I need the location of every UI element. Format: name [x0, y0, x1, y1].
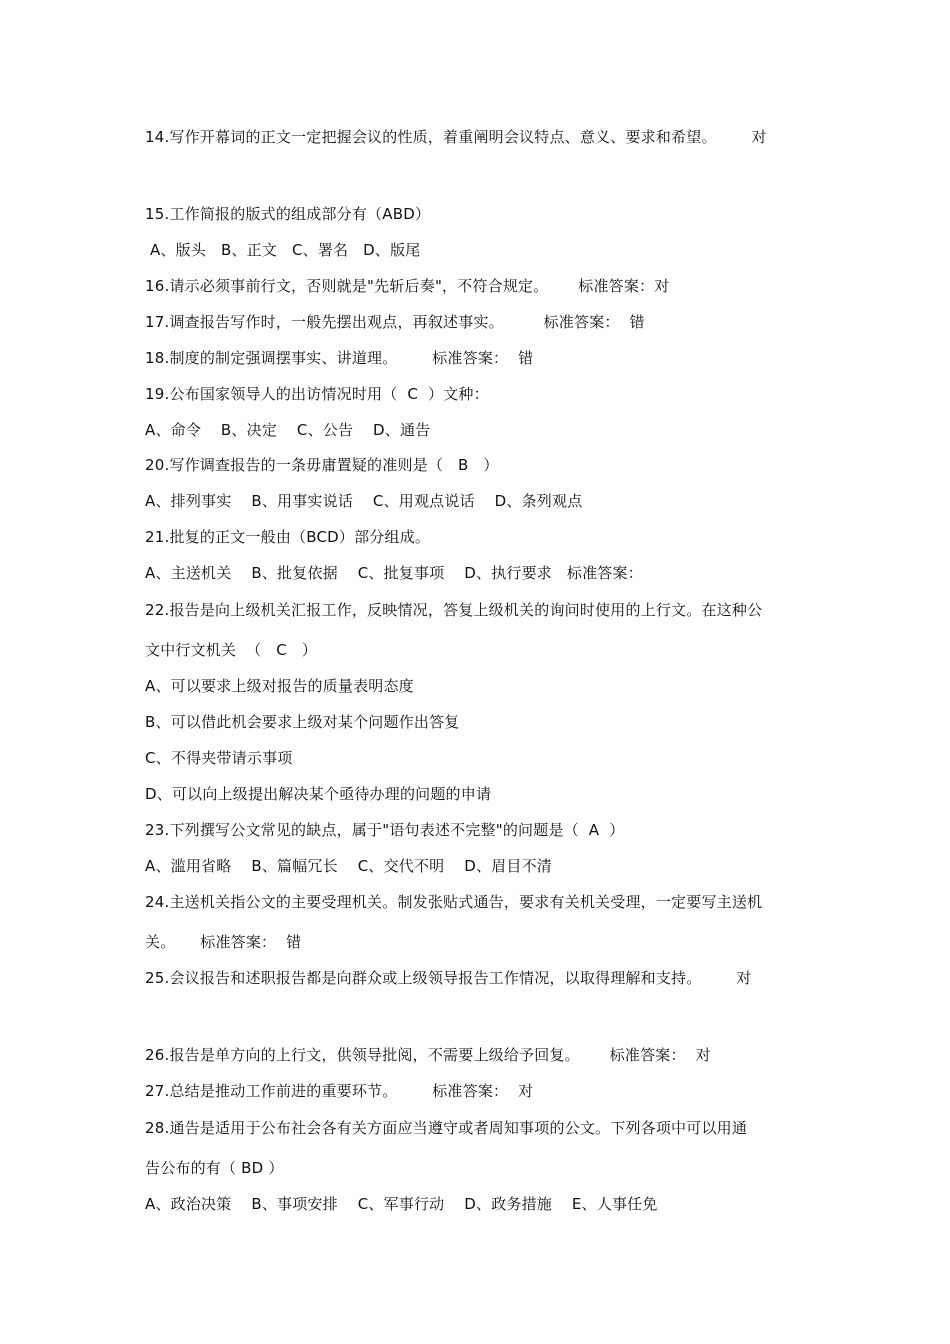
question-19: 19.公布国家领导人的出访情况时用（ C ）文种：: [145, 385, 489, 403]
question-22-option-b: B、可以借此机会要求上级对某个问题作出答复: [145, 713, 460, 731]
question-23-options: A、滥用省略 B、篇幅冗长 C、交代不明 D、眉目不清: [145, 857, 552, 875]
question-15-options: A、版头 B、正文 C、署名 D、版尾: [150, 241, 421, 259]
question-23: 23.下列撰写公文常见的缺点，属于"语句表述不完整"的问题是（ A ）: [145, 821, 625, 839]
question-20-options: A、排列事实 B、用事实说话 C、用观点说话 D、条列观点: [145, 492, 583, 510]
question-25: 25.会议报告和述职报告都是向群众或上级领导报告工作情况，以取得理解和支持。 对: [145, 969, 752, 987]
question-22-cont: 文中行文机关 （ C ）: [145, 641, 318, 659]
question-19-options: A、命令 B、决定 C、公告 D、通告: [145, 421, 431, 439]
question-28-cont: 告公布的有（ BD ）: [145, 1159, 284, 1177]
question-24: 24.主送机关指公文的主要受理机关。制发张贴式通告，要求有关机关受理，一定要写主送机: [145, 893, 763, 911]
question-15: 15.工作简报的版式的组成部分有（ABD）: [145, 205, 431, 223]
question-26: 26.报告是单方向的上行文，供领导批阅，不需要上级给予回复。 标准答案： 对: [145, 1046, 711, 1064]
question-22: 22.报告是向上级机关汇报工作，反映情况，答复上级机关的询问时使用的上行文。在这种公: [145, 601, 763, 619]
question-28-options: A、政治决策 B、事项安排 C、军事行动 D、政务措施 E、人事任免: [145, 1195, 658, 1213]
question-17: 17.调查报告写作时，一般先摆出观点，再叙述事实。 标准答案： 错: [145, 313, 645, 331]
question-22-option-c: C、不得夹带请示事项: [145, 749, 293, 767]
question-22-option-a: A、可以要求上级对报告的质量表明态度: [145, 677, 414, 695]
question-28: 28.通告是适用于公布社会各有关方面应当遵守或者周知事项的公文。下列各项中可以用通: [145, 1119, 748, 1137]
question-16: 16.请示必须事前行文，否则就是"先斩后奏"，不符合规定。 标准答案：对: [145, 277, 670, 295]
question-18: 18.制度的制定强调摆事实、讲道理。 标准答案： 错: [145, 349, 534, 367]
question-22-option-d: D、可以向上级提出解决某个亟待办理的问题的申请: [145, 785, 492, 803]
question-24-cont: 关。 标准答案： 错: [145, 933, 302, 951]
question-27: 27.总结是推动工作前进的重要环节。 标准答案： 对: [145, 1082, 534, 1100]
question-20: 20.写作调查报告的一条毋庸置疑的准则是（ B ）: [145, 456, 499, 474]
question-21-options: A、主送机关 B、批复依据 C、批复事项 D、执行要求 标准答案：: [145, 564, 643, 582]
question-14: 14.写作开幕词的正文一定把握会议的性质，着重阐明会议特点、意义、要求和希望。 对: [145, 128, 767, 146]
question-21: 21.批复的正文一般由（BCD）部分组成。: [145, 528, 431, 546]
